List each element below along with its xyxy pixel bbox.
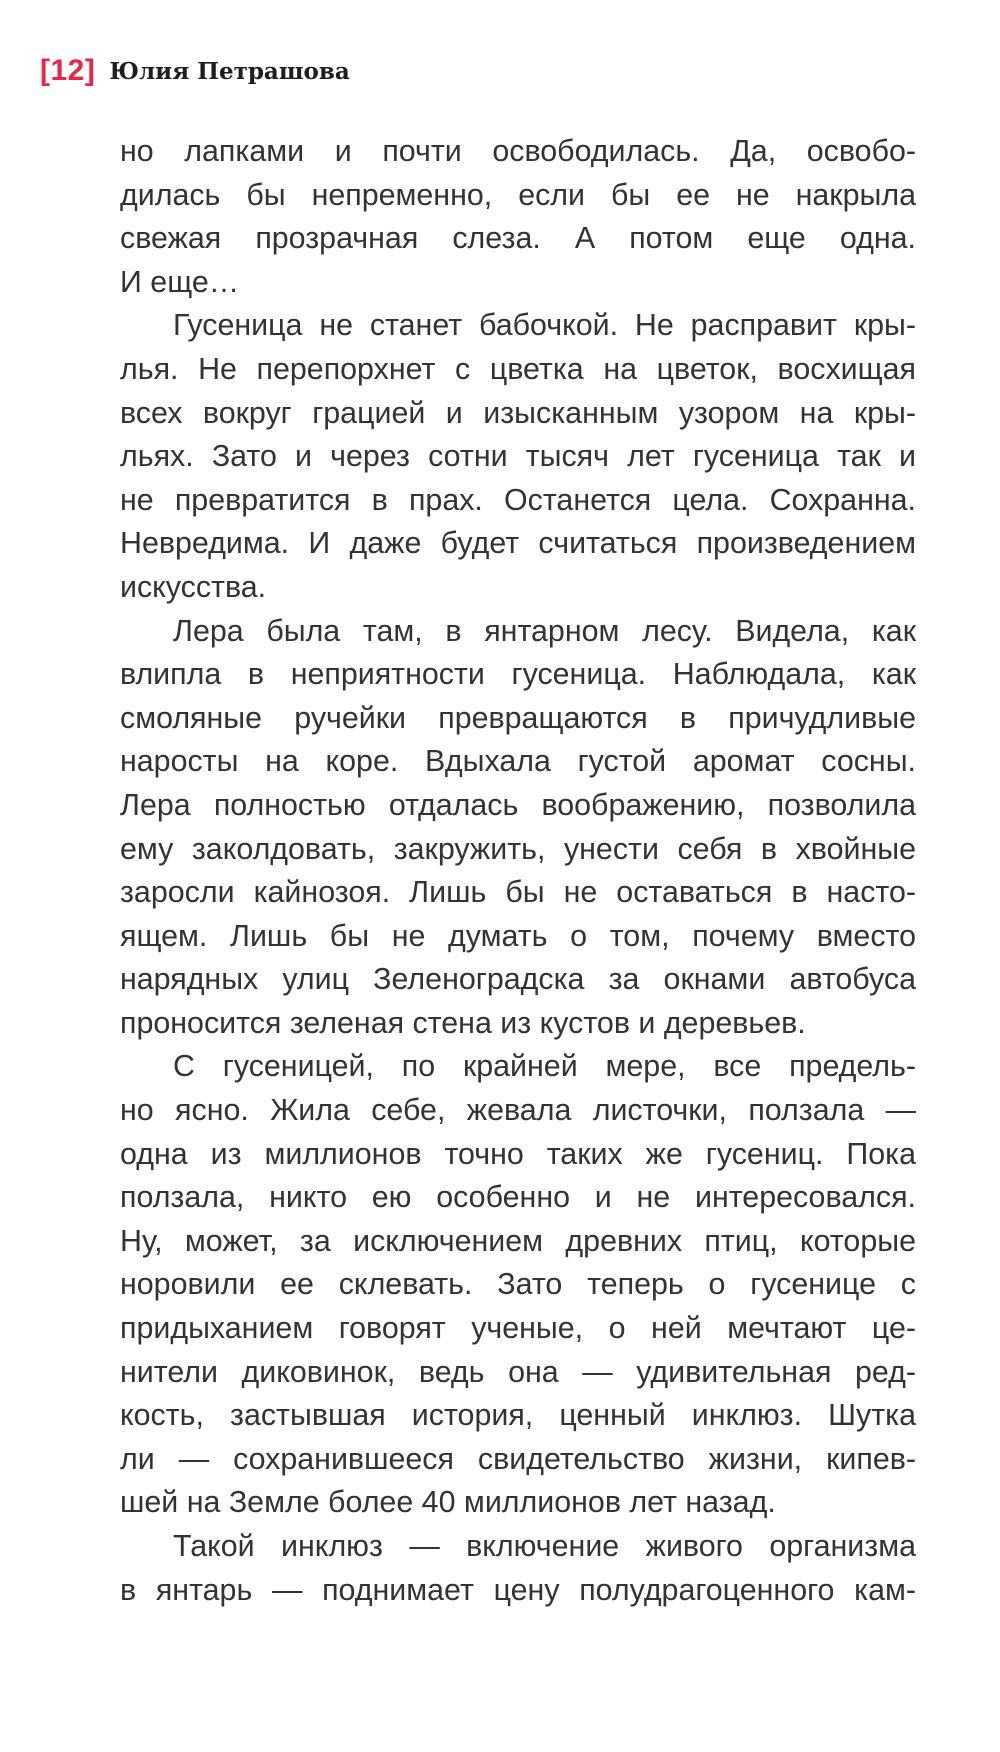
paragraph-first-line: Гусеница не станет бабочкой. Не расправит кры- bbox=[173, 308, 916, 343]
text-line: наросты на коре. Вдыхала густой аромат сосны. bbox=[120, 744, 916, 779]
text-line: в янтарь — поднимает цену полудрагоценного кам- bbox=[120, 1572, 916, 1607]
text-line: Ну, может, за исключением древних птиц, которые bbox=[120, 1223, 916, 1258]
text-line: нители диковинок, ведь она — удивительная ред- bbox=[120, 1354, 916, 1389]
text-line: кость, застывшая история, ценный инклюз. Шутка bbox=[120, 1398, 916, 1433]
paragraph-first-line: Лера была там, в янтарном лесу. Видела, как bbox=[173, 613, 916, 648]
text-line: Невредима. И даже будет считаться произведением bbox=[120, 526, 916, 561]
text-line: влипла в неприятности гусеница. Наблюдала, как bbox=[120, 657, 916, 692]
text-line: одна из миллионов точно таких же гусениц. Пока bbox=[120, 1136, 916, 1171]
text-line: дилась бы непременно, если бы ее не накрыла bbox=[120, 177, 916, 212]
text-line: ящем. Лишь бы не думать о том, почему вместо bbox=[120, 918, 916, 953]
text-line: норовили ее склевать. Зато теперь о гусенице с bbox=[120, 1267, 916, 1302]
paragraph-first-line: Такой инклюз — включение живого организма bbox=[173, 1529, 916, 1563]
text-line: льях. Зато и через сотни тысяч лет гусеница так и bbox=[120, 439, 916, 474]
text-line: но ясно. Жила себе, жевала листочки, ползала — bbox=[120, 1093, 916, 1128]
text-line: лья. Не перепорхнет с цветка на цветок, восхищая bbox=[120, 351, 916, 386]
paragraph-first-line: С гусеницей, по крайней мере, все предель- bbox=[173, 1049, 916, 1084]
body-text bbox=[120, 130, 916, 1612]
text-line: свежая прозрачная слеза. А потом еще одна. bbox=[120, 221, 916, 256]
text-line: И еще… bbox=[120, 264, 240, 299]
text-line: искусства. bbox=[120, 569, 267, 604]
text-line: шей на Земле более 40 миллионов лет назад. bbox=[120, 1485, 776, 1520]
text-line: придыханием говорят ученые, о ней мечтают це- bbox=[120, 1311, 916, 1346]
text-line: проносится зеленая стена из кустов и деревьев. bbox=[120, 1005, 806, 1040]
text-line: не превратится в прах. Останется цела. Сохранна. bbox=[120, 482, 916, 517]
page-number: [12] bbox=[40, 54, 96, 87]
text-line: всех вокруг грацией и изысканным узором на кры- bbox=[120, 395, 916, 430]
text-line: Лера полностью отдалась воображению, позволила bbox=[120, 787, 916, 822]
text-line: смоляные ручейки превращаются в причудливые bbox=[120, 700, 916, 735]
text-line: нарядных улиц Зеленоградска за окнами автобуса bbox=[120, 962, 916, 997]
text-line: но лапками и почти освободилась. Да, освобо- bbox=[120, 134, 916, 168]
text-line: ему заколдовать, закружить, унести себя в хвойные bbox=[120, 831, 916, 866]
text-line: ползала, никто ею особенно и не интересовался. bbox=[120, 1180, 916, 1215]
text-line: заросли кайнозоя. Лишь бы не оставаться в насто- bbox=[120, 875, 916, 910]
running-head-author: Юлия Петрашова bbox=[109, 57, 350, 85]
page-header bbox=[40, 46, 350, 96]
text-line: ли — сохранившееся свидетельство жизни, кипев- bbox=[120, 1441, 916, 1476]
